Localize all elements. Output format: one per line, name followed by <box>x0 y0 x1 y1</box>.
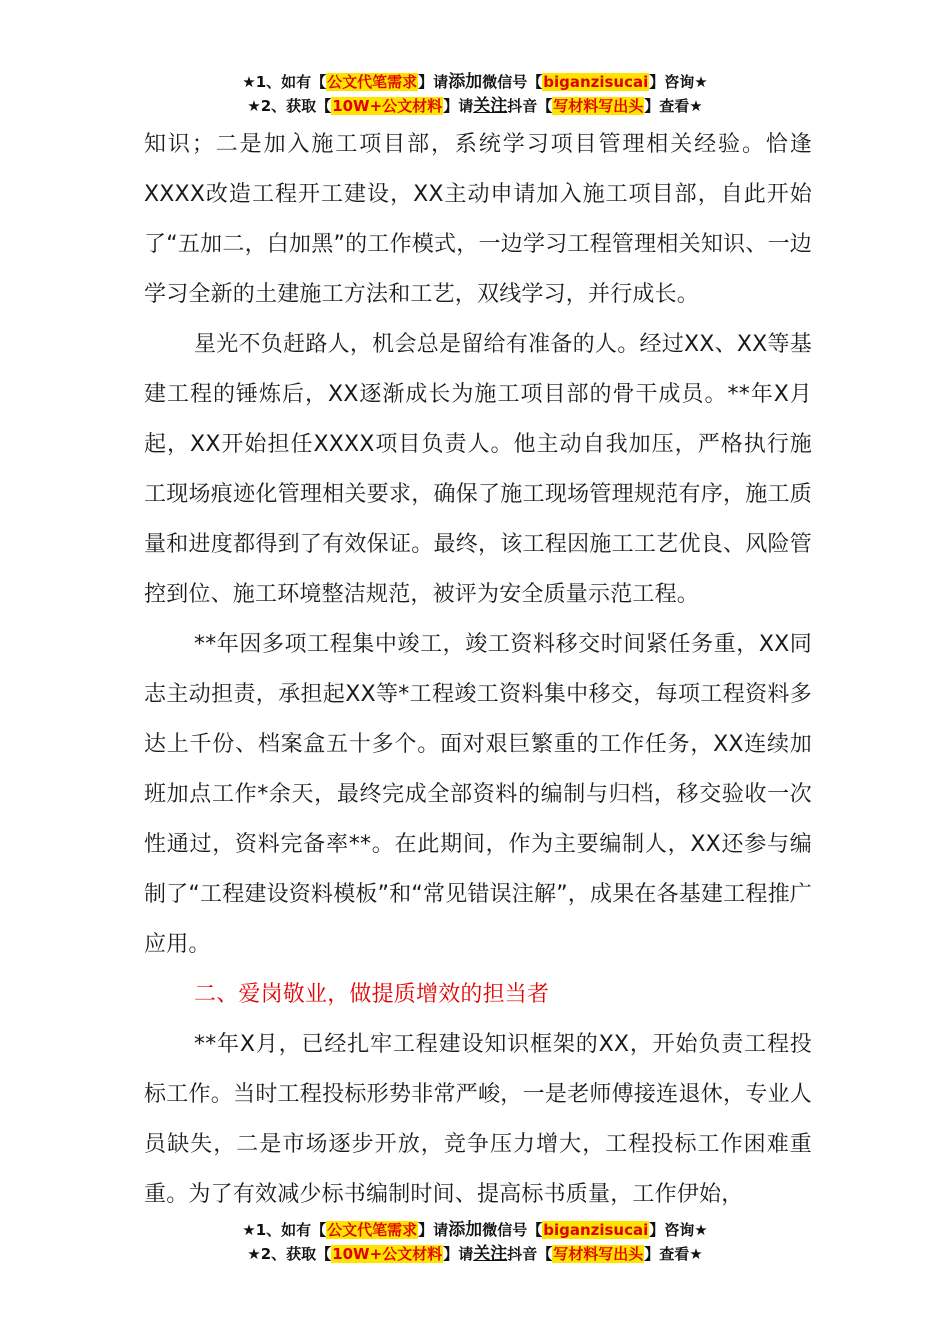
promo-highlight: biganzisucai <box>543 73 649 91</box>
paragraph: **年因多项工程集中竣工，竣工资料移交时间紧任务重，XX同志主动担责，承担起XX等*工程竣工资料集中移交，每项工程资料多达上千份、档案盒五十多个。面对艰巨繁重的工作任务，XX连续加班加点工作*余天，最终完成全部资料的编制与归档，移交验收一次性通过，资料完备率**。在此期间，作为主要编制人，XX还参与编制了“工程建设资料模板”和“常见错误注解”，成果在各基建工程推广应用。 <box>144 632 812 957</box>
promo-text: 抖音【 <box>507 1245 553 1263</box>
promo-text: 】查看★ <box>644 1245 703 1263</box>
promo-text: 】请 <box>443 1245 474 1263</box>
promo-text: ★1、如有【 <box>242 73 327 91</box>
promo-line-2 <box>0 94 950 118</box>
promo-banner-top <box>0 70 950 118</box>
paragraph: 知识；二是加入施工项目部，系统学习项目管理相关经验。恰逢XXXX改造工程开工建设，XX主动申请加入施工项目部，自此开始了“五加二，白加黑”的工作模式，一边学习工程管理相关知识、一边学习全新的土建施工方法和工艺，双线学习，并行成长。 <box>144 132 812 307</box>
promo-text: 】请 <box>418 73 449 91</box>
paragraph: **年X月，已经扎牢工程建设知识框架的XX，开始负责工程投标工作。当时工程投标形势非常严峻，一是老师傅接连退休，专业人员缺失，二是市场逐步开放，竞争压力增大，工程投标工作困难重重。为了有效减少标书编制时间、提高标书质量，工作伊始， <box>144 1032 812 1207</box>
promo-highlight: 10W+公文材料 <box>332 97 443 115</box>
promo-emphasis: 添加 <box>448 72 483 92</box>
promo-highlight: 写材料写出头 <box>553 97 644 115</box>
promo-text: 】咨询★ <box>649 73 708 91</box>
promo-highlight: biganzisucai <box>543 1221 649 1239</box>
promo-emphasis: 关注 <box>473 1244 508 1264</box>
paragraph: 星光不负赶路人，机会总是留给有准备的人。经过XX、XX等基建工程的锤炼后，XX逐渐成长为施工项目部的骨干成员。**年X月起，XX开始担任XXXX项目负责人。他主动自我加压，严格执行施工现场痕迹化管理相关要求，确保了施工现场管理规范有序，施工质量和进度都得到了有效保证。最终，该工程因施工工艺优良、风险管控到位、施工环境整洁规范，被评为安全质量示范工程。 <box>144 332 812 607</box>
promo-banner-bottom <box>0 1218 950 1266</box>
promo-text: 微信号【 <box>482 73 543 91</box>
promo-highlight: 公文代笔需求 <box>327 73 418 91</box>
promo-line-1 <box>0 1218 950 1242</box>
promo-line-2 <box>0 1242 950 1266</box>
promo-text: 】请 <box>443 97 474 115</box>
promo-highlight: 写材料写出头 <box>553 1245 644 1263</box>
section-heading: 二、爱岗敬业，做提质增效的担当者 <box>194 982 550 1007</box>
promo-text: 微信号【 <box>482 1221 543 1239</box>
promo-highlight: 10W+公文材料 <box>332 1245 443 1263</box>
promo-text: ★2、获取【 <box>247 97 332 115</box>
promo-emphasis: 添加 <box>448 1220 483 1240</box>
promo-emphasis: 关注 <box>473 96 508 116</box>
promo-line-1 <box>0 70 950 94</box>
promo-text: 】请 <box>418 1221 449 1239</box>
promo-text: ★1、如有【 <box>242 1221 327 1239</box>
document-body <box>144 120 812 1220</box>
promo-text: 】咨询★ <box>649 1221 708 1239</box>
promo-text: 】查看★ <box>644 97 703 115</box>
promo-text: 抖音【 <box>507 97 553 115</box>
promo-text: ★2、获取【 <box>247 1245 332 1263</box>
promo-highlight: 公文代笔需求 <box>327 1221 418 1239</box>
